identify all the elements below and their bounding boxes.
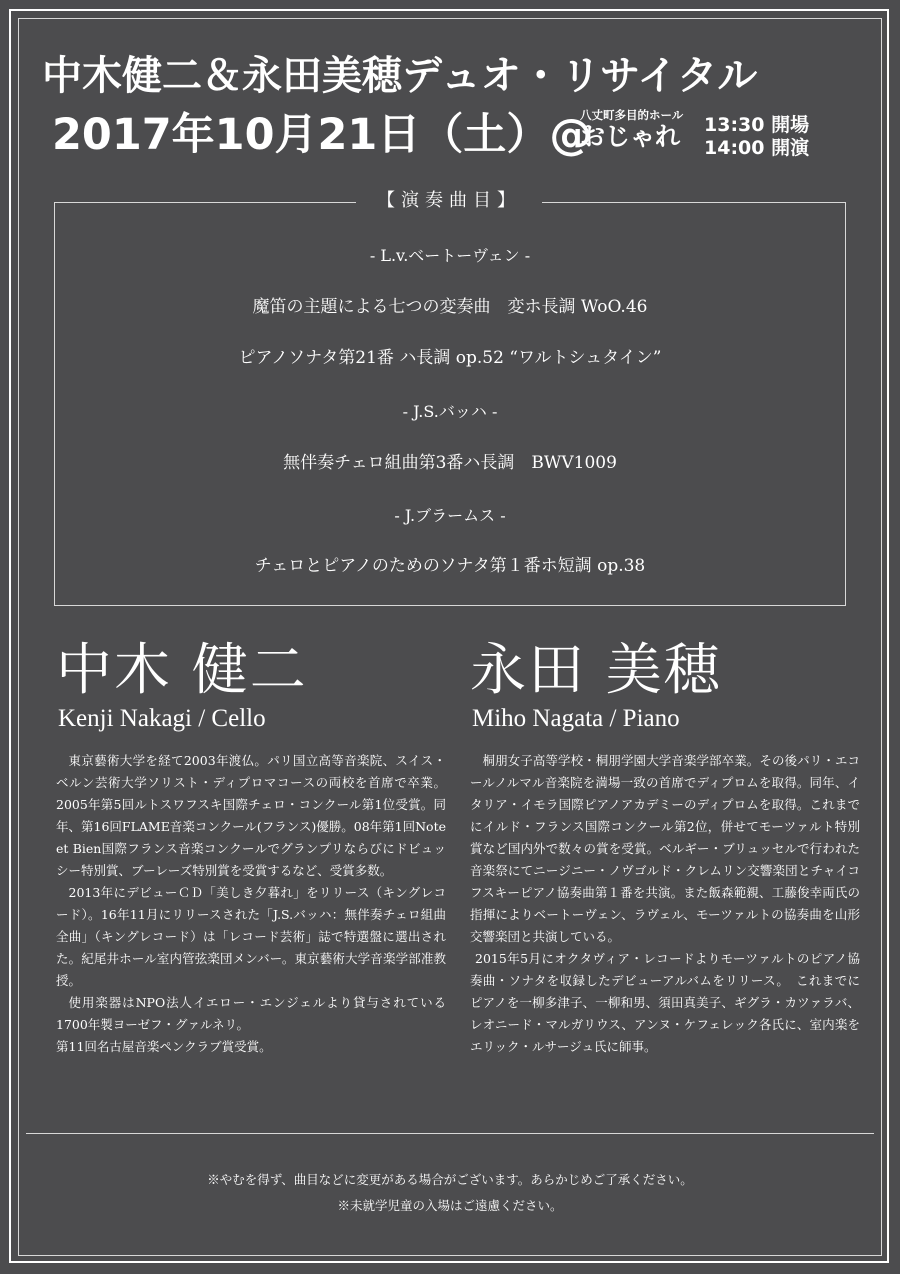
bio-paragraph: 2015年5月にオクタヴィア・レコードよりモーツァルトのピアノ協奏曲・ソナタを収録したデビューアルバムをリリース。 これまでにピアノを一柳多津子、一柳和男、須田真美子、ギグラ・カツァラバ、レオニード・マルガリウス、アンヌ・ケフェレック各氏に、室内楽をエリック・ルサージュ氏に師事。 [470,951,860,1054]
composer-brahms: - J.ブラームス - [394,506,506,525]
pianist-role: Miho Nagata / Piano [472,705,680,732]
schedule-times [704,114,809,160]
bio-paragraph: 使用楽器はNPO法人イエロー・エンジェルより貸与されている1700年製ヨーゼフ・グァルネリ。 [56,995,446,1032]
cellist-bio [56,750,446,1058]
bio-paragraph: 第11回名古屋音楽ペンクラブ賞受賞。 [56,1039,272,1054]
notice-program-change: ※やむを得ず、曲目などに変更がある場合がございます。あらかじめご了承ください。 [207,1172,693,1187]
cellist-name: 中木 健二 [56,638,308,703]
composer-bach: - J.S.バッハ - [402,402,498,421]
doors-open-time: 13:30 開場 [704,114,810,136]
program-item: ピアノソナタ第21番 ハ長調 op.52 “ワルトシュタイン” [238,348,662,368]
concert-date: 2017年10月21日（土）@ [52,110,593,160]
venue-hall-label: 八丈町多目的ホール [580,108,684,122]
program-item: 魔笛の主題による七つの変奏曲 変ホ長調 WoO.46 [252,297,648,317]
cellist-role: Kenji Nakagi / Cello [58,705,266,732]
bio-paragraph: 2013年にデビューＣＤ「美しき夕暮れ」をリリース（キングレコード）。16年11月にリリースされた「J.S.バッハ：無伴奏チェロ組曲全曲」（キングレコード）は「レコード芸術」誌で特選盤に選出された。紀尾井ホール室内管弦楽団メンバー。東京藝術大学音楽学部准教授。 [56,885,446,988]
pianist-name: 永田 美穂 [470,638,722,703]
notice-preschool: ※未就学児童の入場はご遠慮ください。 [337,1198,563,1213]
venue [580,108,683,152]
composer-beethoven: - L.v.ベートーヴェン - [369,246,531,265]
recital-title: 中木健二＆永田美穂デュオ・リサイタル [42,53,758,99]
venue-name: おじゃれ [580,122,681,151]
program-item: 無伴奏チェロ組曲第3番ハ長調 BWV1009 [283,453,617,473]
bio-paragraph: 東京藝術大学を経て2003年渡仏。パリ国立高等音楽院、スイス・ベルン芸術大学ソリスト・ディプロマコースの両校を首席で卒業。2005年第5回ルトスワフスキ国際チェロ・コンクール第1位受賞。同年、第16回FLAME音楽コンクール(フランス)優勝。08年第1回Note et Bien国際フランス音楽コンクールでグランプリならびにドビュッシー特別賞、ブーレーズ特別賞を受賞するなど、受賞多数。 [56,753,446,878]
program-item: チェロとピアノのためのソナタ第１番ホ短調 op.38 [254,556,646,576]
divider [26,1133,874,1134]
start-time: 14:00 開演 [704,137,810,159]
bio-paragraph: 桐朋女子高等学校・桐朋学園大学音楽学部卒業。その後パリ・エコールノルマル音楽院を満場一致の首席でディプロムを取得。同年、イタリア・イモラ国際ピアノアカデミーのディプロムを取得。これまでにイルド・フランス国際コンクール第2位，併せてモーツァルト特別賞など国内外で数々の賞を受賞。ベルギー・ブリュッセルで行われた音楽祭にてニージニー・ノヴゴルド・クレムリン交響楽団とチャイコフスキーピアノ協奏曲第１番を共演。また飯森範親、工藤俊幸両氏の指揮によりベートーヴェン、ラヴェル、モーツァルトの協奏曲を山形交響楽団と共演している。 [470,753,860,944]
program-heading: 【演奏曲目】 [356,189,542,213]
pianist-bio [470,750,860,1058]
